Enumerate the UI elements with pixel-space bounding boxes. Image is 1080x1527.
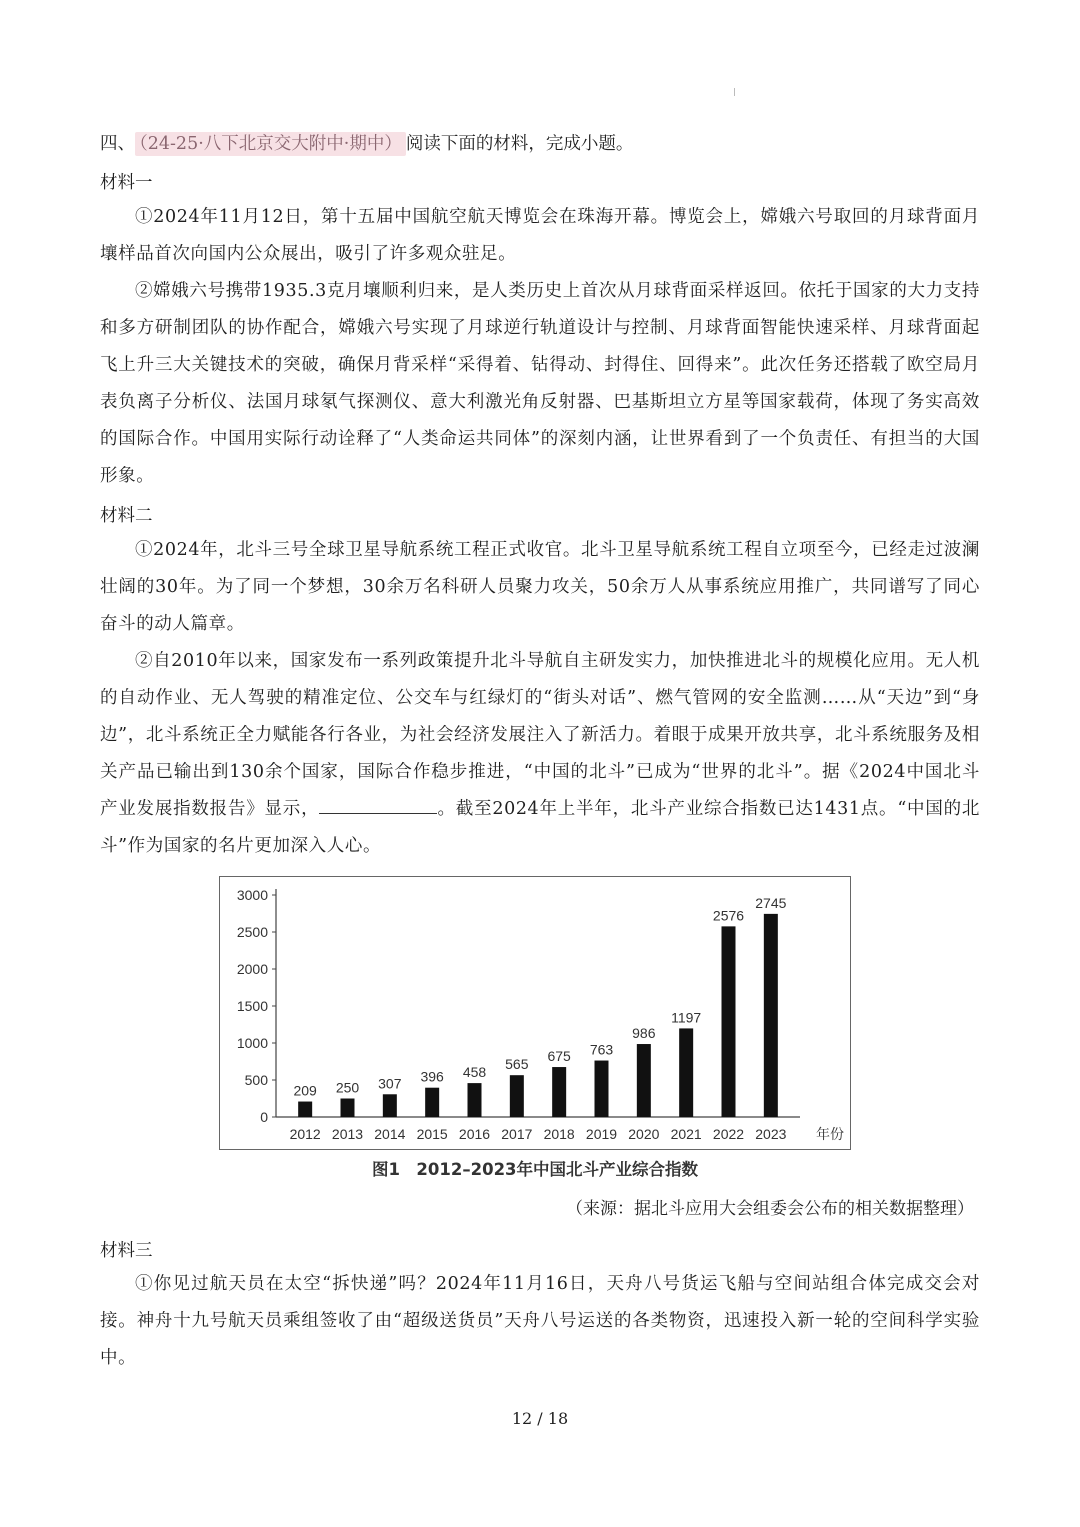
y-tick-label: 2500 [236, 924, 268, 940]
x-tick-label: 2014 [374, 1126, 406, 1142]
x-tick-label: 2019 [585, 1126, 618, 1142]
chart-canvas [220, 877, 852, 1151]
bar [552, 1067, 566, 1117]
bar [468, 1083, 482, 1117]
x-tick-label: 2016 [458, 1126, 491, 1142]
material2-paragraph-2 [100, 643, 980, 865]
bar-value-label: 2576 [712, 907, 745, 924]
x-axis-label: 年份 [816, 1126, 844, 1142]
material3-paragraph-1: ①你见过航天员在太空“拆快递”吗？2024年11月16日，天舟八号货运飞船与空间站组合体完成交会对接。神舟十九号航天员乘组签收了由“超级送货员”天舟八号运送的各类物资，迅速投入新一轮的空间科学实验中。 [100, 1274, 980, 1368]
material2-paragraph-1: ①2024年，北斗三号全球卫星导航系统工程正式收官。北斗卫星导航系统工程自立项至今，已经走过波澜壮阔的30年。为了同一个梦想，30余万名科研人员聚力攻关，50余万人从事系统应用推广，共同谱写了同心奋斗的动人篇章。 [100, 540, 980, 634]
material3-label: 材料三 [100, 1241, 153, 1261]
x-tick-label: 2012 [289, 1126, 321, 1142]
bar [298, 1102, 312, 1117]
y-tick-label: 1000 [236, 1035, 268, 1051]
scan-mark [734, 88, 735, 96]
bar-value-label: 307 [378, 1075, 402, 1092]
bar-value-label: 986 [632, 1025, 656, 1042]
x-tick-label: 2022 [712, 1126, 745, 1142]
bar-value-label: 458 [462, 1064, 487, 1081]
material2-paragraph-2-text-a: ②自2010年以来，国家发布一系列政策提升北斗导航自主研发实力，加快推进北斗的规模化应用。无人机的自动作业、无人驾驶的精准定位、公交车与红绿灯的“街头对话”、燃气管网的安全监测……从“天边”到“身边”，北斗系统正全力赋能各行各业，为社会经济发展注入了新活力。着眼于成果开放共享，北斗系统服务及相关产品已输出到130余个国家，国际合作稳步推进，“中国的北斗”已成为“世界的北斗”。据《2024中国北斗产业发展指数报告》显示， [100, 651, 980, 819]
question-number: 四、 [100, 134, 135, 154]
bar [341, 1099, 355, 1118]
bar-value-label: 763 [589, 1041, 614, 1058]
bar [637, 1044, 651, 1117]
bar-value-label: 565 [505, 1056, 529, 1073]
question-heading [100, 128, 633, 160]
bar [510, 1075, 524, 1117]
bar-value-label: 250 [335, 1079, 360, 1096]
bar-value-label: 209 [293, 1082, 317, 1099]
x-tick-label: 2015 [416, 1126, 448, 1142]
bar [679, 1028, 693, 1117]
bar [722, 926, 736, 1117]
material1-paragraph-2: ②嫦娥六号携带1935.3克月壤顺利归来，是人类历史上首次从月球背面采样返回。依托于国家的大力支持和多方研制团队的协作配合，嫦娥六号实现了月球逆行轨道设计与控制、月球背面智能快速采样、月球背面起飞上升三大关键技术的突破，确保月背采样“采得着、钻得动、封得住、回得来”。此次任务还搭载了欧空局月表负离子分析仪、法国月球氡气探测仪、意大利激光角反射器、巴基斯坦立方星等国家载荷，体现了务实高效的国际合作。中国用实际行动诠释了“人类命运共同体”的深刻内涵，让世界看到了一个负责任、有担当的大国形象。 [100, 281, 980, 486]
x-tick-label: 2018 [543, 1126, 575, 1142]
x-tick-label: 2013 [331, 1126, 364, 1142]
material2-label: 材料二 [100, 506, 153, 526]
y-tick-label: 500 [244, 1072, 268, 1088]
y-tick-label: 0 [260, 1109, 268, 1125]
bar-value-label: 2745 [755, 894, 787, 911]
x-tick-label: 2020 [628, 1126, 660, 1142]
x-tick-label: 2023 [755, 1126, 787, 1142]
bar-value-label: 675 [547, 1048, 571, 1065]
question-source-highlight: （24-25·八下北京交大附中·期中） [135, 132, 406, 156]
answer-blank[interactable] [319, 795, 437, 814]
bar [595, 1061, 609, 1117]
page-number: 12 / 18 [511, 1409, 569, 1428]
y-tick-label: 3000 [236, 887, 268, 903]
bar [425, 1088, 439, 1117]
x-tick-label: 2017 [501, 1126, 533, 1142]
chart-title: 图1 2012–2023年中国北斗产业综合指数 [371, 1160, 699, 1179]
material1-paragraph-1: ①2024年11月12日，第十五届中国航空航天博览会在珠海开幕。博览会上，嫦娥六号取回的月球背面月壤样品首次向国内公众展出，吸引了许多观众驻足。 [100, 207, 980, 264]
x-tick-label: 2021 [670, 1126, 702, 1142]
y-tick-label: 2000 [236, 961, 268, 977]
question-instruction: 阅读下面的材料，完成小题。 [405, 134, 634, 154]
material2-paragraph-2-text-b: 。截至2024年上半年，北斗产业综合指数已达1431点。“中国的北斗”作为国家的名片更加深入人心。 [100, 799, 980, 856]
bar-value-label: 396 [420, 1068, 444, 1085]
bar [764, 914, 778, 1117]
y-tick-label: 1500 [236, 998, 268, 1014]
bar-value-label: 1197 [671, 1009, 702, 1026]
bar [383, 1094, 397, 1117]
material1-label: 材料一 [100, 173, 153, 193]
chart-source-note: （来源：据北斗应用大会组委会公布的相关数据整理） [566, 1199, 974, 1219]
beidou-index-chart [219, 876, 851, 1150]
